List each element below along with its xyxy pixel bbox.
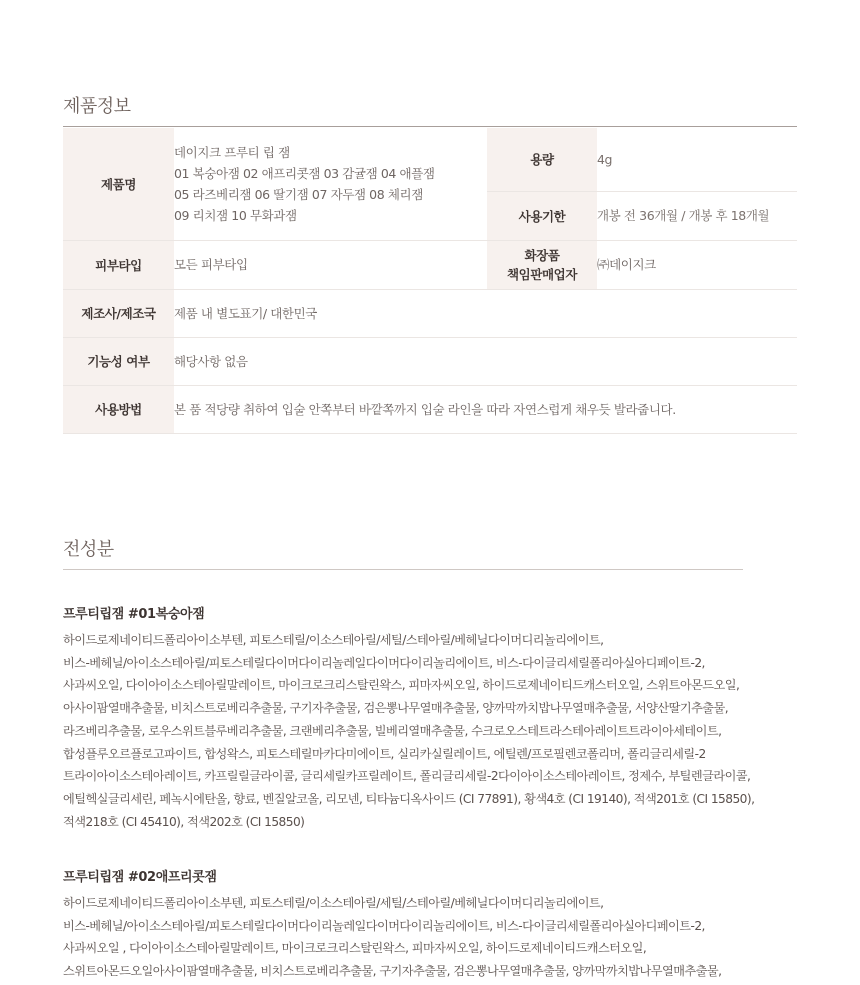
expiry-value: 개봉 전 36개월 / 개봉 후 18개월 xyxy=(597,191,797,240)
ingredient-line: 비스-베헤닐/아이소스테아릴/피토스테릴다이머다이리놀레일다이머다이리놀리에이트, 비스-다이글리세릴폴리아실아디페이트-2, xyxy=(63,918,705,933)
ingredient-line: 하이드로제네이티드폴리아이소부텐, 피토스테릴/이소스테아릴/세틸/스테아릴/베헤닐다이머디리놀리에이트, xyxy=(63,896,604,910)
manufacturer-label: 제조사/제조국 xyxy=(63,289,174,337)
functional-label: 기능성 여부 xyxy=(63,337,174,385)
row-usage xyxy=(63,385,797,433)
ingredient-line: 아사이팜열매추출물, 비치스트로베리추출물, 구기자추출물, 검은뽕나무열매추출물, 양까막까치밥나무열매추출물, 서양산딸기추출물, xyxy=(63,701,729,716)
product-info-table xyxy=(63,128,797,434)
ingredients-title: 전성분 xyxy=(63,539,114,560)
seller-value: ㈜데이지크 xyxy=(597,240,797,289)
row-manufacturer xyxy=(63,289,797,337)
skin-type-label: 피부타입 xyxy=(63,240,174,289)
product-2-ingredients xyxy=(63,892,803,983)
ingredient-line: 사과씨오일, 다이아이소스테아릴말레이트, 마이크로크리스탈린왁스, 피마자씨오일, 하이드로제네이티드캐스터오일, 스위트아몬드오일, xyxy=(63,678,740,693)
product-name-label: 제품명 xyxy=(63,128,174,240)
ingredient-line: 라즈베리추출물, 로우스위트블루베리추출물, 크랜베리추출물, 빌베리열매추출물, 수크로오스테트라스테아레이트트라이아세테이트, xyxy=(63,723,722,738)
product-info-divider xyxy=(63,126,797,127)
product-1-ingredients xyxy=(63,629,803,833)
usage-value: 본 품 적당량 취하여 입술 안쪽부터 바깥쪽까지 입술 라인을 따라 자연스럽게 채우듯 발라줍니다. xyxy=(174,385,797,433)
capacity-label: 용량 xyxy=(487,128,597,191)
ingredient-line: 비스-베헤닐/아이소스테아릴/피토스테릴다이머다이리놀레일다이머다이리놀리에이트, 비스-다이글리세릴폴리아실아디페이트-2, xyxy=(63,655,705,670)
ingredient-line: 에틸헥실글리세린, 페녹시에탄올, 향료, 벤질알코올, 리모넨, 티타늄디옥사이드 (CI 77891), 황색4호 (CI 19140), 적색201호 (CI 15850), xyxy=(63,791,755,806)
product-1-name: 프루티립잼 #01복숭아잼 xyxy=(63,607,205,622)
ingredient-line: 스위트아몬드오일아사이팜열매추출물, 비치스트로베리추출물, 구기자추출물, 검은뽕나무열매추출물, 양까막까치밥나무열매추출물, xyxy=(63,964,722,979)
capacity-value: 4g xyxy=(597,128,797,191)
ingredient-line: 사과씨오일 , 다이아이소스테아릴말레이트, 마이크로크리스탈린왁스, 피마자씨오일, 하이드로제네이티드캐스터오일, xyxy=(63,941,647,956)
ingredient-line: 합성플루오르플로고파이트, 합성왁스, 피토스테릴마카다미에이트, 실리카실릴레이트, 에틸렌/프로필렌코폴리머, 폴리글리세릴-2 xyxy=(63,746,706,761)
seller-label: 화장품 책임판매업자 xyxy=(487,240,597,289)
manufacturer-value: 제품 내 별도표기/ 대한민국 xyxy=(174,289,797,337)
product-2-name: 프루티립잼 #02애프리콧잼 xyxy=(63,870,217,885)
row-capacity xyxy=(63,128,797,191)
functional-value: 해당사항 없음 xyxy=(174,337,797,385)
product-info-title: 제품정보 xyxy=(63,96,131,117)
product-name-value: 데이지크 프루티 립 잼 01 복숭아잼 02 애프리콧잼 03 감귤잼 04 애플잼 05 라즈베리잼 06 딸기잼 07 자두잼 08 체리잼 09 리치잼 10 무화과잼 xyxy=(174,128,487,240)
expiry-label: 사용기한 xyxy=(487,191,597,240)
skin-type-value: 모든 피부타입 xyxy=(174,240,487,289)
row-skin-type xyxy=(63,240,797,289)
ingredient-line: 하이드로제네이티드폴리아이소부텐, 피토스테릴/이소스테아릴/세틸/스테아릴/베헤닐다이머디리놀리에이트, xyxy=(63,633,604,647)
ingredient-line: 적색218호 (CI 45410), 적색202호 (CI 15850) xyxy=(63,814,305,829)
usage-label: 사용방법 xyxy=(63,385,174,433)
row-functional xyxy=(63,337,797,385)
ingredient-line: 트라이아이소스테아레이트, 카프릴릴글라이콜, 글리세릴카프릴레이트, 폴리글리세릴-2다이아이소스테아레이트, 정제수, 부틸렌글라이콜, xyxy=(63,769,751,784)
ingredients-divider xyxy=(63,569,743,570)
